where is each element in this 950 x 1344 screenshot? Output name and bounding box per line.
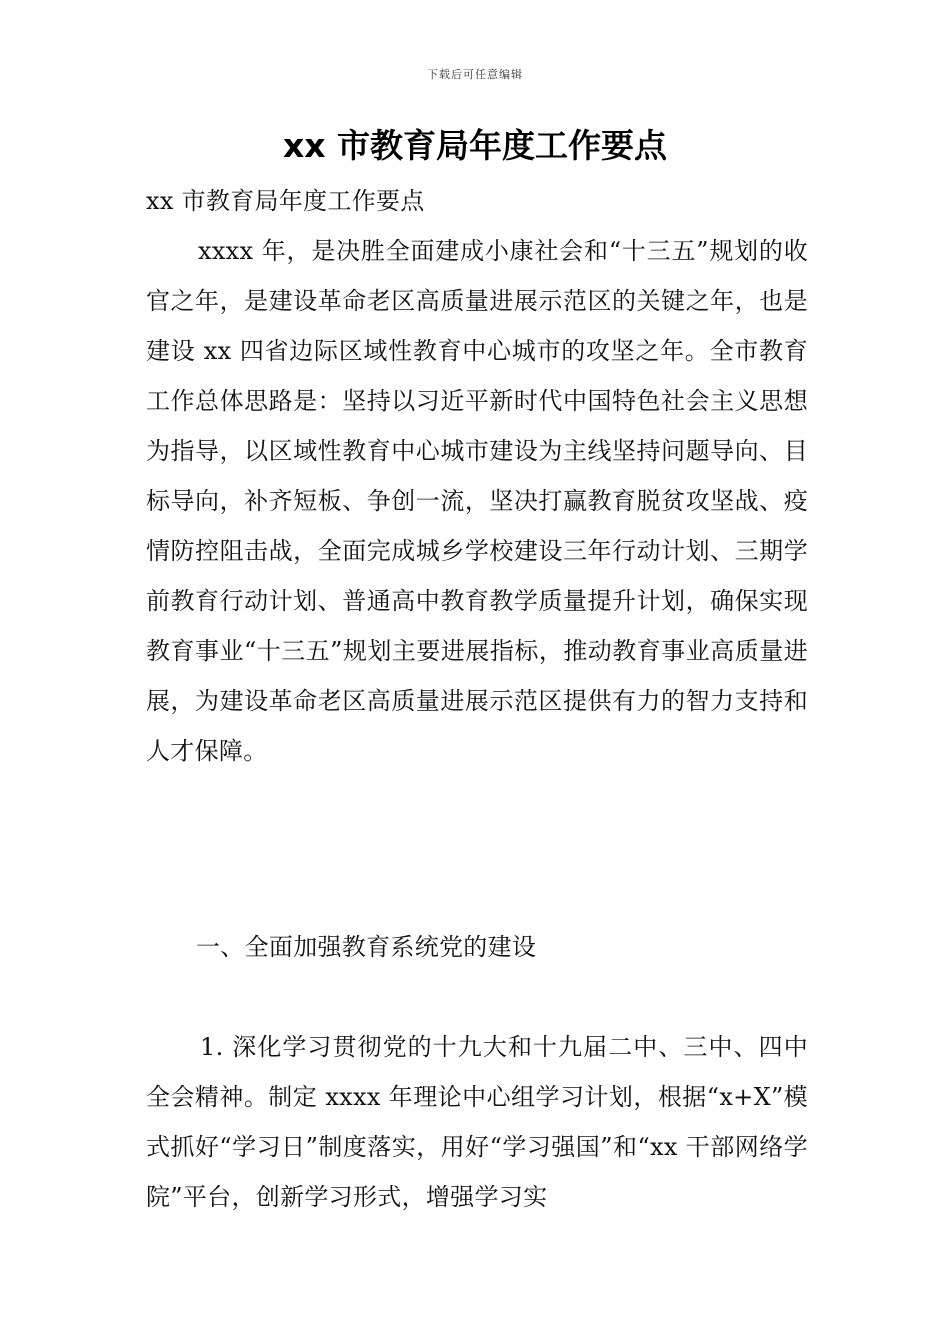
document-subtitle: xx 市教育局年度工作要点 bbox=[146, 187, 425, 215]
intro-paragraph: xxxx 年，是决胜全面建成小康社会和“十三五”规划的收官之年，是建设革命老区高质量进展示范区的关键之年，也是建设 xx 四省边际区域性教育中心城市的攻坚之年。全市教育工作总体思路是：坚持以习近平新时代中国特色社会主义思想为指导，以区域性教育中心城市建设为主线坚持问题导向、目标导向，补齐短板、争创一流，坚决打赢教育脱贫攻坚战、疫情防控阻击战，全面完成城乡学校建设三年行动计划、三期学前教育行动计划、普通高中教育教学质量提升计划，确保实现教育事业“十三五”规划主要进展指标，推动教育事业高质量进展，为建设革命老区高质量进展示范区提供有力的智力支持和人才保障。 bbox=[146, 237, 808, 765]
header-note: 下载后可任意编辑 bbox=[427, 68, 523, 81]
body-paragraph: 1. 深化学习贯彻党的十九大和十九届二中、三中、四中全会精神。制定 xxxx 年理论中心组学习计划，根据“x+X”模式抓好“学习日”制度落实，用好“学习强国”和“xx 干部网络学院”平台，创新学习形式，增强学习实 bbox=[146, 1033, 808, 1211]
section-heading: 一、全面加强教育系统党的建设 bbox=[196, 933, 537, 961]
document-title: xx 市教育局年度工作要点 bbox=[282, 126, 668, 165]
